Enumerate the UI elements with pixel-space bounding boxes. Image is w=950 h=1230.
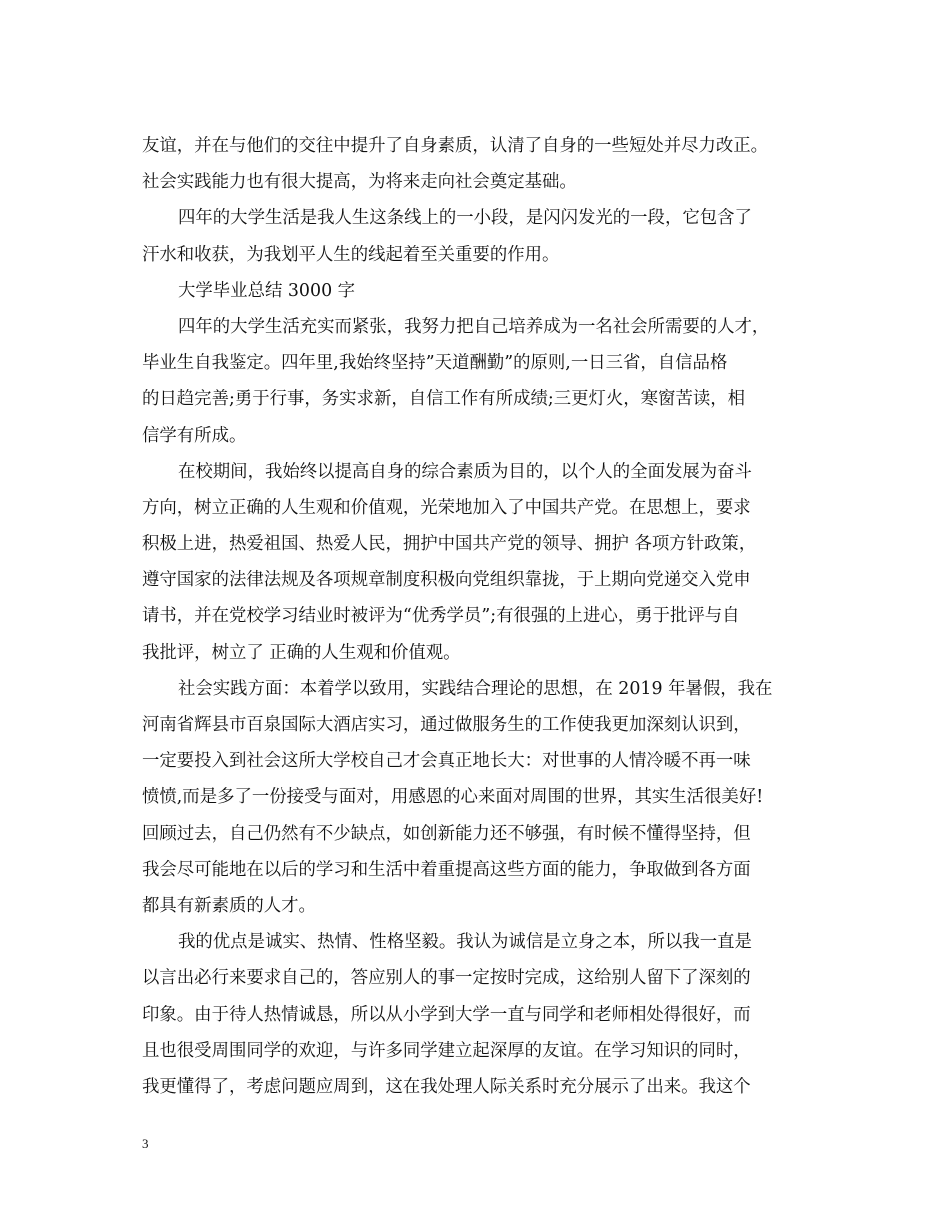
- text-line: 毕业生自我鉴定。四年里,我始终坚持”天道酬勤”的原则,一日三省，自信品格: [142, 353, 728, 374]
- text-line: 我批评，树立了 正确的人生观和价值观。: [142, 642, 461, 663]
- text-line: 我更懂得了，考虑问题应周到，这在我处理人际关系时充分展示了出来。我这个: [142, 1076, 751, 1097]
- page-number: 3: [142, 1136, 149, 1151]
- text-line: 请书，并在党校学习结业时被评为“优秀学员”;有很强的上进心，勇于批评与自: [142, 606, 740, 627]
- text-line: 四年的大学生活充实而紧张，我努力把自己培养成为一名社会所需要的人才，: [178, 316, 770, 337]
- text-line: 以言出必行来要求自己的，答应别人的事一定按时完成，这给别人留下了深刻的: [142, 968, 751, 989]
- text-line: 且也很受周围同学的欢迎，与许多同学建立起深厚的友谊。在学习知识的同时，: [142, 1040, 751, 1061]
- text-line: 大学毕业总结 3000 字: [178, 280, 356, 301]
- text-line: 愤愤,而是多了一份接受与面对，用感恩的心来面对周围的世界，其实生活很美好!: [142, 787, 764, 808]
- text-line: 一定要投入到社会这所大学校自己才会真正地长大：对世事的人情冷暖不再一味: [142, 751, 751, 772]
- text-line: 社会实践方面：本着学以致用，实践结合理论的思想，在 2019 年暑假，我在: [178, 678, 773, 699]
- text-line: 四年的大学生活是我人生这条线上的一小段，是闪闪发光的一段，它包含了: [178, 208, 752, 229]
- text-line: 回顾过去，自己仍然有不少缺点，如创新能力还不够强，有时候不懂得坚持，但: [142, 823, 751, 844]
- text-line: 信学有所成。: [142, 425, 247, 446]
- text-line: 社会实践能力也有很大提高，为将来走向社会奠定基础。: [142, 172, 577, 193]
- text-line: 积极上进，热爱祖国、热爱人民，拥护中国共产党的领导、拥护 各项方针政策，: [142, 534, 757, 555]
- text-line: 方向，树立正确的人生观和价值观，光荣地加入了中国共产党。在思想上，要求: [142, 497, 751, 518]
- text-line: 汗水和收获，为我划平人生的线起着至关重要的作用。: [142, 244, 560, 265]
- text-line: 河南省辉县市百泉国际大酒店实习，通过做服务生的工作使我更加深刻认识到，: [142, 715, 751, 735]
- text-line: 我会尽可能地在以后的学习和生活中着重提高这些方面的能力，争取做到各方面: [142, 859, 751, 880]
- text-line: 遵守国家的法律法规及各项规章制度积极向党组织靠拢，于上期向党递交入党申: [142, 570, 751, 591]
- body-text: [142, 128, 810, 1105]
- text-line: 在校期间，我始终以提高自身的综合素质为目的，以个人的全面发展为奋斗: [178, 461, 752, 482]
- text-line: 的日趋完善;勇于行事，务实求新，自信工作有所成绩;三更灯火，寒窗苦读，相: [142, 389, 746, 410]
- text-line: 都具有新素质的人才。: [142, 895, 316, 916]
- text-line: 印象。由于待人热情诚恳，所以从小学到大学一直与同学和老师相处得很好，而: [142, 1004, 751, 1025]
- text-line: 友谊，并在与他们的交往中提升了自身素质，认清了自身的一些短处并尽力改正。: [142, 136, 769, 156]
- text-line: 我的优点是诚实、热情、性格坚毅。我认为诚信是立身之本，所以我一直是: [178, 932, 752, 953]
